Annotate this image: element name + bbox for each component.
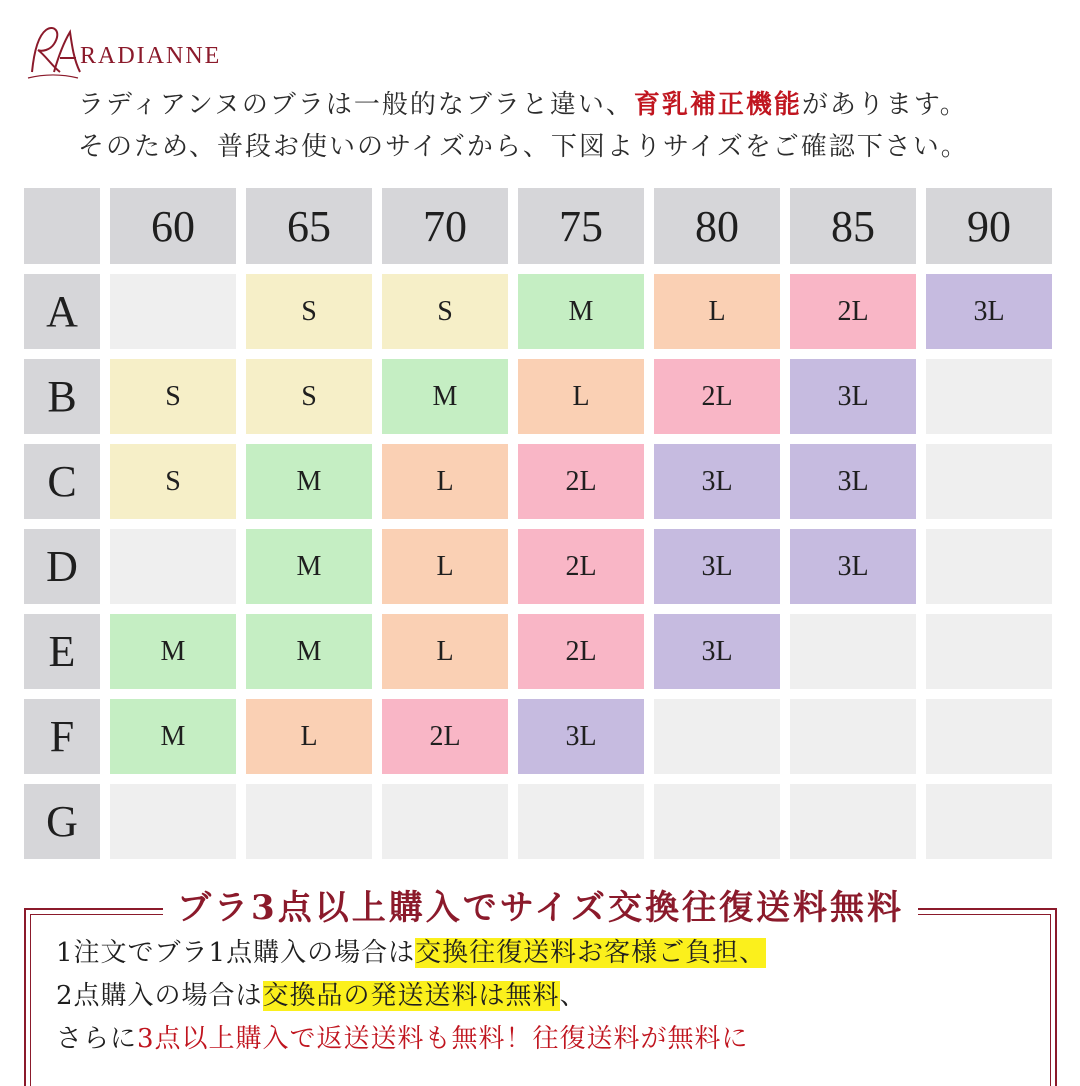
size-cell: 3L [518, 699, 644, 774]
brand-logo [24, 22, 221, 82]
size-cell: L [382, 444, 508, 519]
size-cell: 3L [926, 274, 1052, 349]
size-cell: S [110, 444, 236, 519]
notice-line-2-end: 、 [559, 981, 587, 1011]
size-cell [926, 699, 1052, 774]
notice-line-3-text: さらに [56, 1024, 138, 1054]
size-cell [654, 784, 780, 859]
radianne-monogram-icon [24, 22, 82, 82]
size-cell: 3L [790, 444, 916, 519]
size-cell [926, 359, 1052, 434]
intro-text [78, 84, 1068, 168]
size-cell [246, 784, 372, 859]
size-cell [654, 699, 780, 774]
intro-line-1-text: ラディアンヌのブラは一般的なブラと違い、 [78, 90, 634, 120]
row-header-F: F [24, 699, 100, 774]
size-cell [110, 529, 236, 604]
size-cell [790, 614, 916, 689]
table-corner [24, 188, 100, 264]
size-cell [926, 529, 1052, 604]
size-cell: 2L [790, 274, 916, 349]
size-cell: M [246, 614, 372, 689]
row-header-D: D [24, 529, 100, 604]
notice-line-1-text: 1注文でブラ1点購入の場合は [56, 938, 416, 968]
size-cell: 2L [518, 444, 644, 519]
size-cell: 2L [518, 529, 644, 604]
size-cell: S [110, 359, 236, 434]
size-cell: L [382, 614, 508, 689]
size-cell: L [654, 274, 780, 349]
column-header-85: 85 [790, 188, 916, 264]
notice-line-1-highlight: 交換往復送料お客様ご負担、 [415, 938, 767, 968]
size-cell: M [110, 699, 236, 774]
intro-line-1 [78, 84, 1068, 126]
row-header-B: B [24, 359, 100, 434]
size-cell: 2L [518, 614, 644, 689]
size-cell: 3L [654, 614, 780, 689]
notice-lines [56, 932, 766, 1061]
size-cell [926, 444, 1052, 519]
notice-box [24, 888, 1057, 1080]
column-header-80: 80 [654, 188, 780, 264]
size-cell [110, 274, 236, 349]
column-header-75: 75 [518, 188, 644, 264]
notice-title-text: ブラ3点以上購入でサイズ交換往復送料無料 [163, 888, 918, 928]
size-cell [926, 784, 1052, 859]
notice-title [24, 880, 1057, 929]
size-cell: L [246, 699, 372, 774]
size-cell: 3L [790, 529, 916, 604]
size-cell: S [246, 359, 372, 434]
size-cell: M [246, 529, 372, 604]
size-cell: L [382, 529, 508, 604]
size-cell [110, 784, 236, 859]
size-cell: 2L [654, 359, 780, 434]
notice-line-2 [56, 975, 766, 1018]
size-cell [790, 699, 916, 774]
intro-feature-highlight: 育乳補正機能 [633, 90, 802, 120]
size-cell: 3L [654, 529, 780, 604]
intro-line-2: そのため、普段お使いのサイズから、下図よりサイズをご確認下さい。 [78, 132, 969, 162]
column-header-65: 65 [246, 188, 372, 264]
size-cell [926, 614, 1052, 689]
size-cell [790, 784, 916, 859]
size-cell: M [382, 359, 508, 434]
size-cell: L [518, 359, 644, 434]
intro-line-1-end: があります。 [801, 90, 968, 120]
size-cell [382, 784, 508, 859]
row-header-A: A [24, 274, 100, 349]
brand-name: RADIANNE [80, 42, 222, 69]
size-cell: M [518, 274, 644, 349]
size-cell: 3L [790, 359, 916, 434]
notice-line-1 [56, 932, 766, 975]
size-cell: M [246, 444, 372, 519]
size-cell: 3L [654, 444, 780, 519]
size-cell: S [382, 274, 508, 349]
column-header-90: 90 [926, 188, 1052, 264]
column-header-60: 60 [110, 188, 236, 264]
size-cell: S [246, 274, 372, 349]
column-header-70: 70 [382, 188, 508, 264]
notice-line-2-text: 2点購入の場合は [56, 981, 263, 1011]
notice-line-2-highlight: 交換品の発送送料は無料 [262, 981, 560, 1011]
size-cell: M [110, 614, 236, 689]
row-header-C: C [24, 444, 100, 519]
notice-line-3-highlight: 3点以上購入で返送送料も無料！往復送料が無料に [137, 1024, 749, 1054]
size-chart-table [24, 188, 1054, 869]
size-cell: 2L [382, 699, 508, 774]
size-cell [518, 784, 644, 859]
notice-line-3 [56, 1018, 766, 1061]
row-header-G: G [24, 784, 100, 859]
row-header-E: E [24, 614, 100, 689]
